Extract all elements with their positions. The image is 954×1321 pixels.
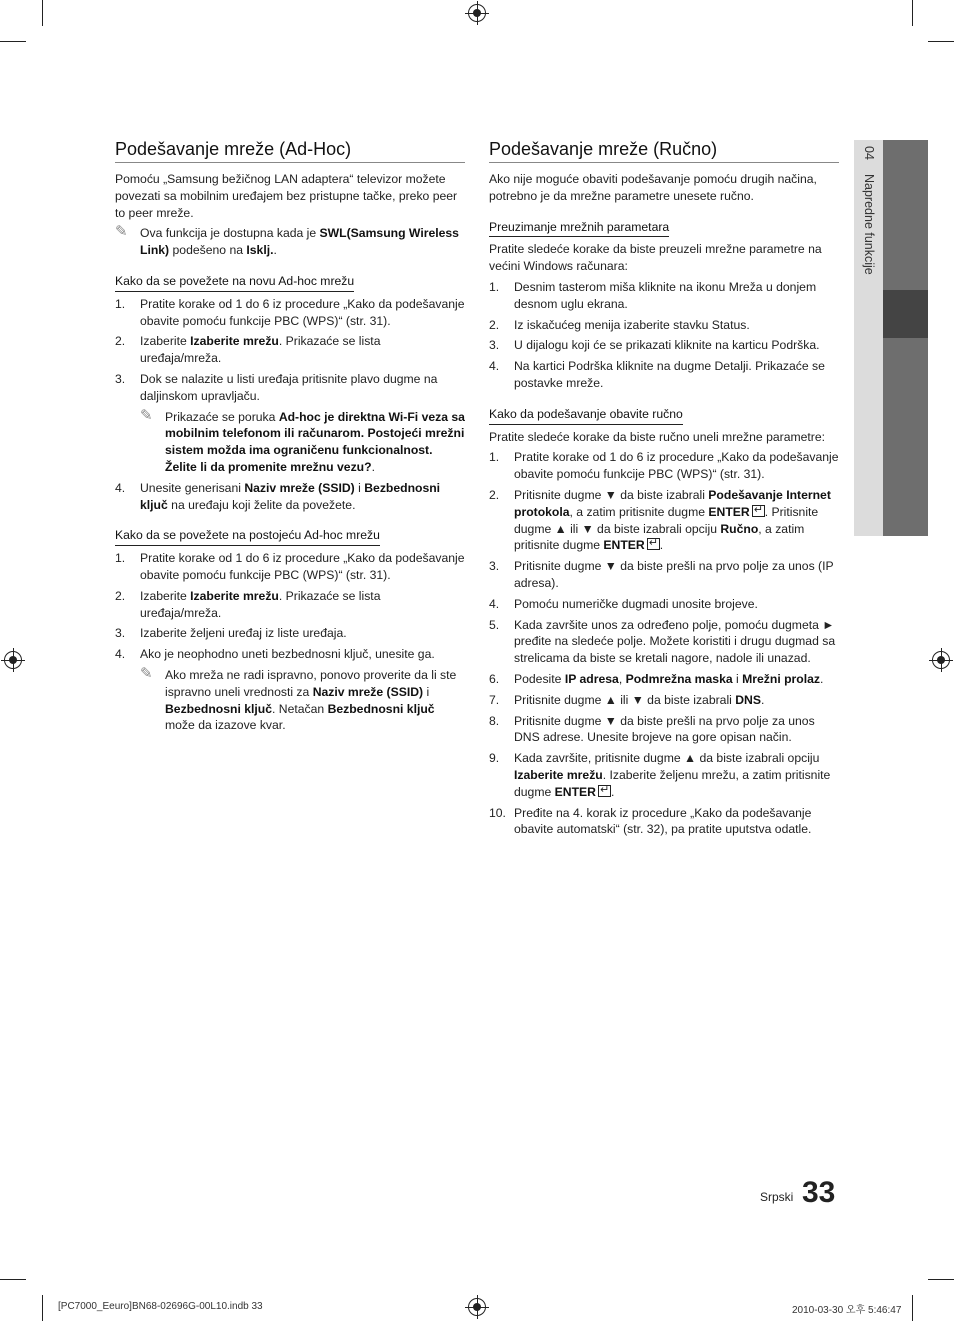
list-item: 4. Ako je neophodno uneti bezbednosni ključ, unesite ga. ✎ Ako mreža ne radi ispravno, ponovo proverite da li ste ispravno uneli vrednosti za Naziv mreže (SSID) i Bezbednosni ključ. Netačan Bezbednosni ključ može da izazove kvar. xyxy=(115,646,465,734)
subheading: Kako da se povežete na postojeću Ad-hoc mrežu xyxy=(115,527,380,546)
page-number: 33 xyxy=(802,1176,836,1209)
enter-icon xyxy=(752,505,765,517)
left-column xyxy=(115,137,465,734)
pencil-icon: ✎ xyxy=(140,664,153,682)
paragraph: Pratite sledeće korake da biste ručno uneli mrežne parametre: xyxy=(489,429,826,444)
registration-mark-icon xyxy=(932,651,950,669)
list-item: 8. Pritisnite dugme ▼ da biste prešli na prvo polje za unos DNS adrese. Unesite brojeve na gore opisan način. xyxy=(489,713,815,745)
section-title: Podešavanje mreže (Ručno) xyxy=(489,137,839,163)
subheading: Preuzimanje mrežnih parametara xyxy=(489,219,669,238)
registration-mark-icon xyxy=(468,4,486,22)
note: ✎ Ova funkcija je dostupna kada je SWL(Samsung Wireless Link) podešeno na Isklj.. xyxy=(115,223,459,258)
crop-mark xyxy=(912,1295,913,1321)
list-item: 3. Izaberite željeni uređaj iz liste uređaja. xyxy=(115,626,347,641)
crop-mark xyxy=(42,1295,43,1321)
list-item: 3. Dok se nalazite u listi uređaja pritisnite plavo dugme na daljinskom upravljaču. ✎ Prikazaće se poruka Ad-hoc je direktna Wi-Fi veza sa mobilnim telefonom ili računarom. Postojeći mrežni sistem možda ima ograničenu funkcionalnost. Želite li da promenite mrežnu vezu?. xyxy=(115,371,465,474)
list-item: 2. Izaberite Izaberite mrežu. Prikazaće se lista uređaja/mreža. xyxy=(115,334,381,366)
enter-icon xyxy=(647,538,660,550)
list-item: 1. Pratite korake od 1 do 6 iz procedure „Kako da podešavanje obavite pomoću funkcije PBC (WPS)“ (str. 31). xyxy=(115,551,465,582)
list-item: 4. Pomoću numeričke dugmadi unosite brojeve. xyxy=(489,596,758,611)
list-item: 1. Pratite korake od 1 do 6 iz procedure „Kako da podešavanje obavite pomoću funkcije PBC (WPS)“ (str. 31). xyxy=(115,296,465,328)
list-item: 3. Pritisnite dugme ▼ da biste prešli na prvo polje za unos (IP adresa). xyxy=(489,559,834,590)
list-item: 3. U dijalogu koji će se prikazati kliknite na karticu Podrška. xyxy=(489,338,820,353)
pencil-icon: ✎ xyxy=(140,406,153,424)
intro-text: Pomoću „Samsung bežičnog LAN adaptera“ televizor možete povezati sa mobilnim uređajem bez pristupne tačke, preko peer to peer mreže. xyxy=(115,172,458,220)
pencil-icon: ✎ xyxy=(115,223,128,241)
list-item: 2. Pritisnite dugme ▼ da biste izabrali Podešavanje Internet protokola, a zatim pritisnite dugme ENTER↵ . Pritisnite dugme ▲ ili ▼ da biste izabrali opciju Ručno, a zatim pritisnite dugme ENTER↵ . xyxy=(489,487,839,554)
list-item: 5. Kada završite unos za određeno polje, pomoću dugmeta ► pređite na sledeće polje. Možete koristiti i drugu dugmad sa strelicama da biste se kretali nagore, nadole ili unazad. xyxy=(489,617,836,666)
list-item: 2. Izaberite Izaberite mrežu. Prikazaće se lista uređaja/mreža. xyxy=(115,588,381,620)
list-item: 4. Unesite generisani Naziv mreže (SSID) i Bezbednosni ključ na uređaju koji želite da povežete. xyxy=(115,480,441,512)
crop-mark xyxy=(0,41,26,42)
right-column xyxy=(489,137,839,838)
list-item: 1. Desnim tasterom miša kliknite na ikonu Mreža u donjem desnom uglu ekrana. xyxy=(489,279,817,311)
section-title: Podešavanje mreže (Ad-Hoc) xyxy=(115,137,465,163)
chapter-label: 04Napredne funkcije xyxy=(862,146,876,275)
subheading: Kako da podešavanje obavite ručno xyxy=(489,406,683,425)
list-item: 2. Iz iskačućeg menija izaberite stavku Status. xyxy=(489,317,750,332)
list-item: 4. Na kartici Podrška kliknite na dugme Detalji. Prikazaće se postavke mreže. xyxy=(489,359,825,390)
crop-mark xyxy=(928,1279,954,1280)
footer-file: [PC7000_Eeuro]BN68-02696G-00L10.indb 33 xyxy=(58,1301,263,1312)
paragraph: Pratite sledeće korake da biste preuzeli mrežne parametre na većini Windows računara: xyxy=(489,242,822,274)
enter-icon xyxy=(598,785,611,797)
list-item: 6. Podesite IP adresa, Podmrežna maska i Mrežni prolaz. xyxy=(489,671,824,686)
crop-mark xyxy=(0,1279,26,1280)
note: ✎ Prikazaće se poruka Ad-hoc je direktna Wi-Fi veza sa mobilnim telefonom ili računarom. Postojeći mrežni sistem možda ima ograničenu funkcionalnost. Želite li da promenite mrežnu vezu?. xyxy=(140,406,465,474)
crop-mark xyxy=(42,0,43,26)
page-language: Srpski xyxy=(760,1190,794,1204)
list-item: 1. Pratite korake od 1 do 6 iz procedure „Kako da podešavanje obavite pomoću funkcije PBC (WPS)“ (str. 31). xyxy=(489,450,839,482)
list-item: 9. Kada završite, pritisnite dugme ▲ da biste izabrali opciju Izaberite mrežu. Izaberite željenu mrežu, a zatim pritisnite dugme ENTER↵ . xyxy=(489,750,839,800)
list-item: 7. Pritisnite dugme ▲ ili ▼ da biste izabrali DNS. xyxy=(489,692,765,707)
intro-text: Ako nije moguće obaviti podešavanje pomoću drugih načina, potrebno je da mrežne parametre unesete ručno. xyxy=(489,172,817,203)
note: ✎ Ako mreža ne radi ispravno, ponovo proverite da li ste ispravno uneli vrednosti za Naziv mreže (SSID) i Bezbednosni ključ. Netačan Bezbednosni ključ može da izazove kvar. xyxy=(140,664,457,733)
registration-mark-icon xyxy=(468,1298,486,1316)
crop-mark xyxy=(928,41,954,42)
crop-mark xyxy=(912,0,913,26)
footer-timestamp: 2010-03-30 오후 5:46:47 xyxy=(792,1305,902,1316)
list-item: 10. Pređite na 4. korak iz procedure „Kako da podešavanje obavite automatski“ (str. 32), pa pratite uputstva odatle. xyxy=(489,805,812,837)
registration-mark-icon xyxy=(4,651,22,669)
subheading: Kako da se povežete na novu Ad-hoc mrežu xyxy=(115,273,354,292)
